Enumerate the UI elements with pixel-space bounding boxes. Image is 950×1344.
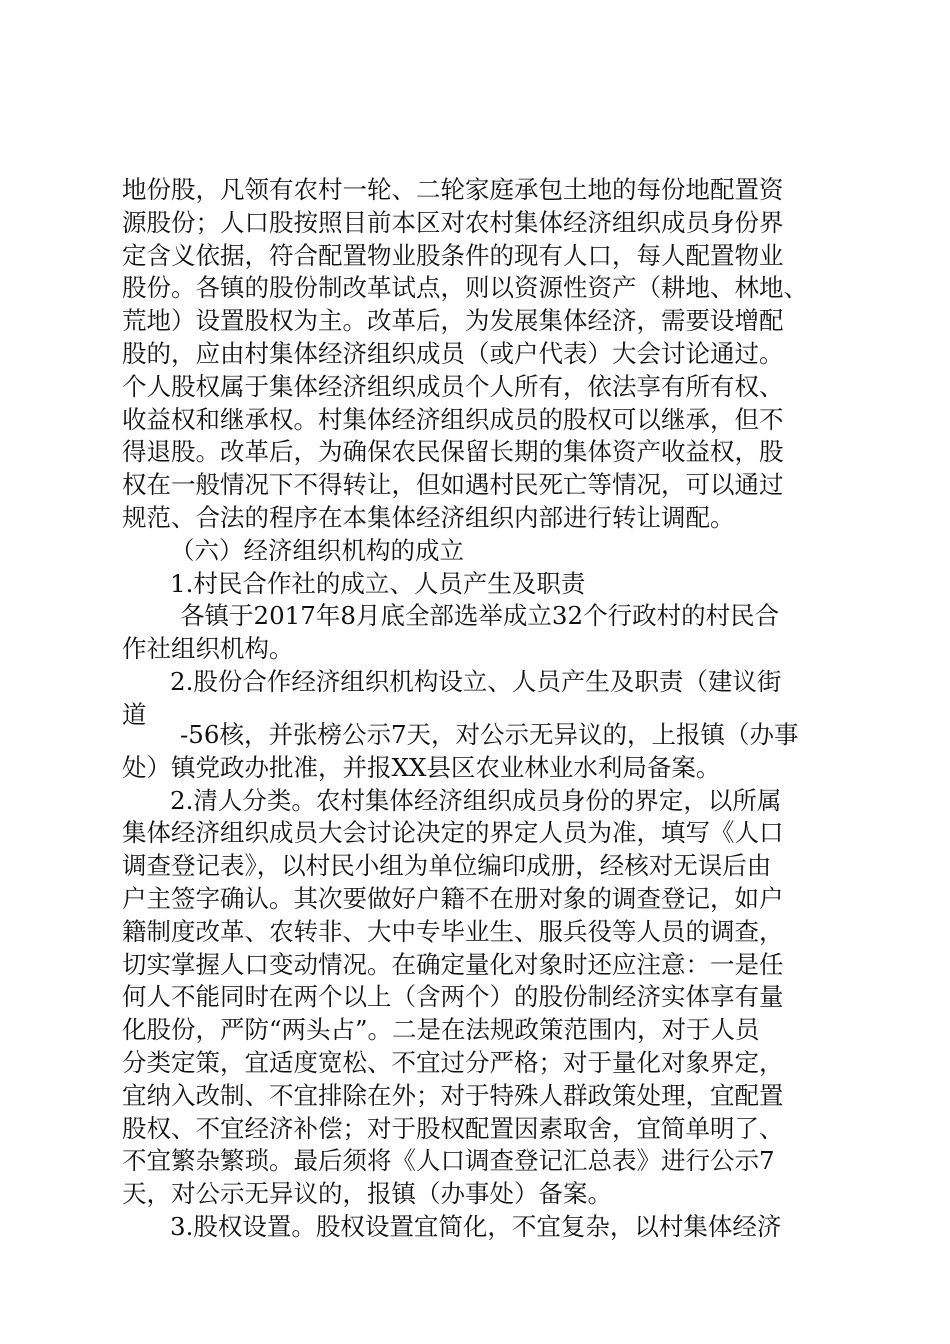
text-line: 股份。各镇的股份制改革试点，则以资源性资产（耕地、林地、 [122, 273, 808, 303]
text-line: 切实掌握人口变动情况。在确定量化对象时还应注意：一是任 [122, 949, 784, 979]
text-line: 作社组织机构。 [122, 634, 294, 664]
body-text-section-2 [122, 719, 832, 1244]
text-line: 何人不能同时在两个以上（含两个）的股份制经济实体享有量 [122, 982, 784, 1012]
text-line: -56核，并张榜公示7天，对公示无异议的，上报镇（办事 [180, 720, 799, 749]
text-line: 得退股。改革后，为确保农民保留长期的集体资产收益权，股 [122, 437, 784, 467]
text-line: 个人股权属于集体经济组织成员个人所有，依法享有所有权、 [122, 371, 784, 401]
text-line: 2.清人分类。农村集体经济组织成员身份的界定，以所属 [170, 785, 782, 815]
text-line: 籍制度改革、农转非、大中专毕业生、服兵役等人员的调查， [122, 916, 784, 946]
text-line: 化股份，严防“两头占”。二是在法规政策范围内，对于人员 [122, 1015, 760, 1045]
subsection-heading: 3.股权设置。股权设置宜简化，不宜复杂，以村集体经济 [170, 1211, 782, 1241]
text-line: 宜纳入改制、不宜排除在外；对于特殊人群政策处理，宜配置 [122, 1080, 784, 1110]
text-line: 户主签字确认。其次要做好户籍不在册对象的调查登记，如户 [122, 883, 784, 913]
text-line: 股权、不宜经济补偿；对于股权配置因素取舍，宜简单明了、 [122, 1113, 784, 1143]
section-heading: （六）经济组织机构的成立 [170, 535, 464, 565]
text-line: 分类定策，宜适度宽松、不宜过分严格；对于量化对象界定， [122, 1047, 784, 1077]
body-text-section-1 [122, 174, 832, 732]
text-line: 地份股，凡领有农村一轮、二轮家庭承包土地的每份地配置资 [122, 175, 784, 204]
text-line: 定含义依据，符合配置物业股条件的现有人口，每人配置物业 [122, 240, 784, 270]
text-line: 调查登记表》，以村民小组为单位编印成册，经核对无误后由 [122, 851, 772, 881]
text-line: 规范、合法的程序在本集体经济组织内部进行转让调配。 [122, 502, 735, 532]
text-line: 集体经济组织成员大会讨论决定的界定人员为准，填写《人口 [122, 818, 784, 848]
text-line: 天，对公示无异议的，报镇（办事处）备案。 [122, 1179, 612, 1209]
text-line: 处）镇党政办批准，并报XX县区农业林业水利局备案。 [122, 752, 721, 782]
text-line: 股的，应由村集体经济组织成员（或户代表）大会讨论通过。 [122, 338, 784, 368]
text-line: 源股份；人口股按照目前本区对农村集体经济组织成员身份界 [122, 207, 784, 237]
subsection-heading: 1.村民合作社的成立、人员产生及职责 [170, 568, 586, 598]
text-line: 收益权和继承权。村集体经济组织成员的股权可以继承，但不 [122, 404, 784, 434]
text-line: 不宜繁杂繁琐。最后须将《人口调查登记汇总表》进行公示7 [122, 1146, 775, 1176]
text-line: 各镇于2017年8月底全部选举成立32个行政村的村民合 [180, 601, 780, 631]
text-line: 道 [122, 699, 147, 729]
subsection-heading: 2.股份合作经济组织机构设立、人员产生及职责（建议街 [170, 666, 782, 696]
text-line: 荒地）设置股权为主。改革后，为发展集体经济，需要设增配 [122, 306, 784, 336]
text-line: 权在一般情况下不得转让，但如遇村民死亡等情况，可以通过 [122, 470, 784, 500]
